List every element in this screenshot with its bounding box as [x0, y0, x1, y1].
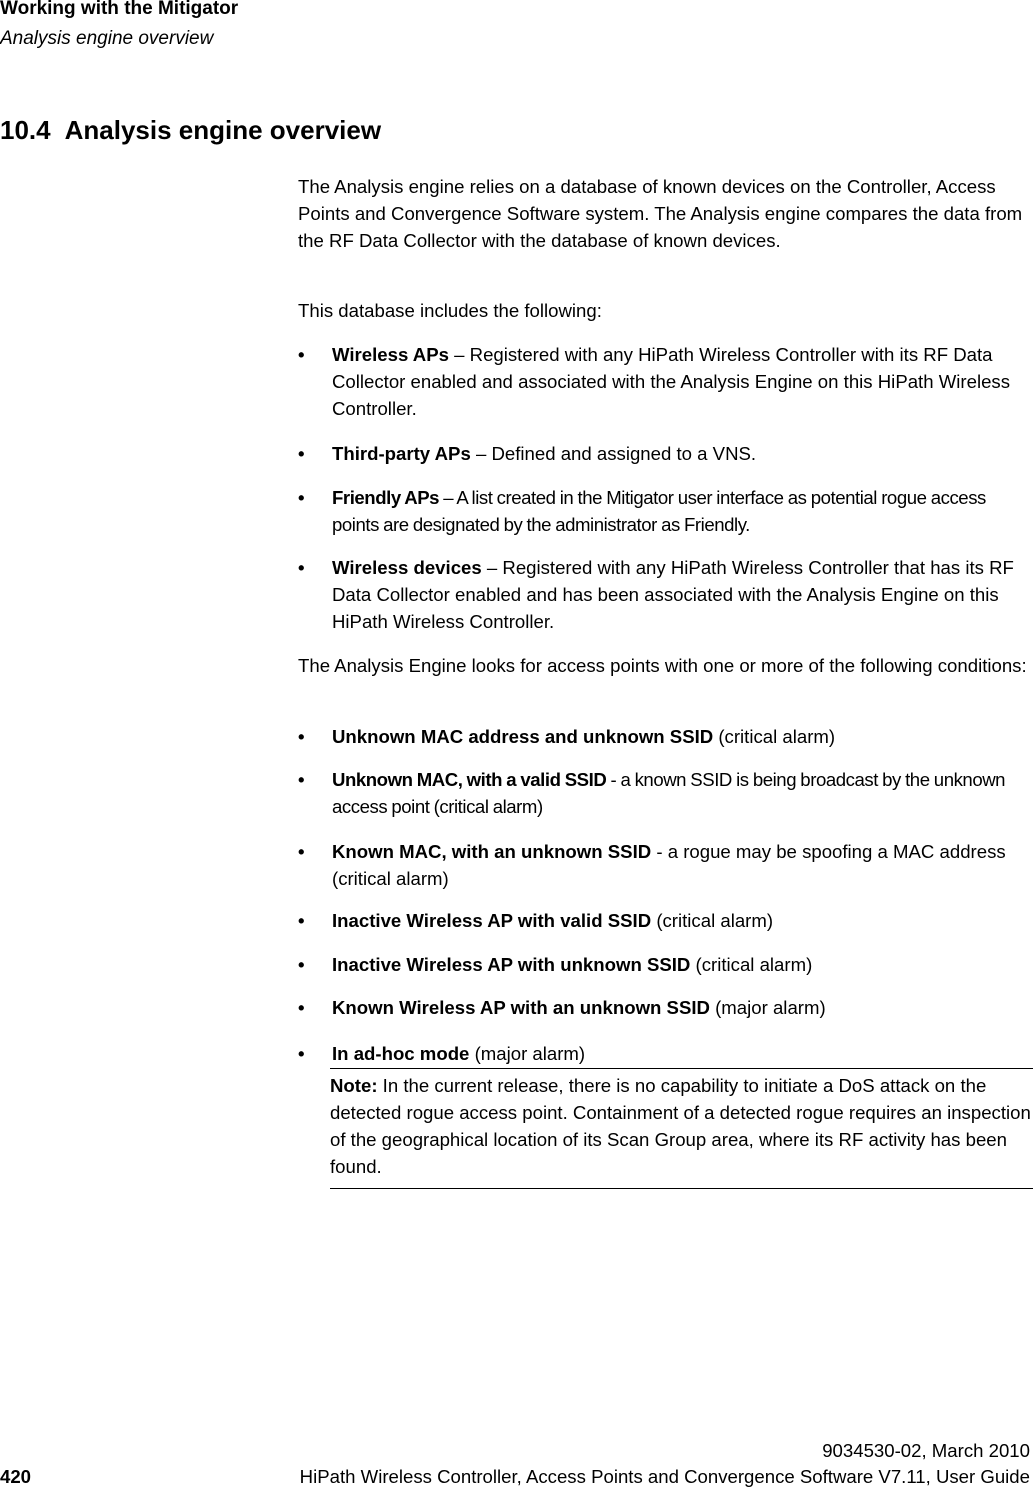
list-item-term: In ad-hoc mode: [332, 1043, 470, 1064]
list-item-term: Known Wireless AP with an unknown SSID: [332, 997, 710, 1018]
bullet-icon: •: [298, 954, 305, 975]
list-item-term: Friendly APs: [332, 487, 440, 508]
note-text: In the current release, there is no capability to initiate a DoS attack on the detected rogue access point. Containment of a detected rogue requires an inspection of the geographical location of its Scan Group area, where its RF activity has been found.: [330, 1075, 1031, 1177]
header-section-title: Analysis engine overview: [0, 28, 214, 49]
section-title: Analysis engine overview: [64, 115, 382, 145]
bullet-icon: •: [298, 1043, 305, 1064]
bullet-icon: •: [298, 769, 305, 790]
section-number: 10.4: [0, 115, 51, 145]
list-item-text: (critical alarm): [651, 910, 774, 931]
list-item-text: (major alarm): [709, 997, 826, 1018]
list-item-text: (critical alarm): [690, 954, 813, 975]
list-item-text: – Registered with any HiPath Wireless Controller with its RF Data Collector enabled and associated with the Analysis Engine on this HiPath Wireless Controller.: [332, 344, 1011, 419]
bullet-icon: •: [298, 841, 305, 862]
section-heading: [0, 114, 381, 146]
bullet-icon: •: [298, 910, 305, 931]
list-item-term: Unknown MAC, with a valid SSID: [332, 769, 607, 790]
bullet-icon: •: [298, 557, 305, 578]
intro-paragraph: The Analysis engine relies on a database of known devices on the Controller, Access Points and Convergence Software system. The Analysis engine compares the data from the RF Data Collector with the database of known devices.: [298, 176, 1023, 251]
list-item-term: Known MAC, with an unknown SSID: [332, 841, 652, 862]
bullet-icon: •: [298, 997, 305, 1018]
conditions-intro: The Analysis Engine looks for access points with one or more of the following conditions:: [298, 655, 1027, 676]
list-item-term: Wireless APs: [332, 344, 449, 365]
list-item-term: Wireless devices: [332, 557, 482, 578]
footer-doc-id: 9034530-02, March 2010: [822, 1440, 1030, 1461]
footer-page-number: 420: [0, 1466, 32, 1487]
list-item-text: – Registered with any HiPath Wireless Controller that has its RF Data Collector enabled and has been associated with the Analysis Engine on this HiPath Wireless Controller.: [332, 557, 1014, 632]
bullet-icon: •: [298, 726, 305, 747]
list-item-text: – A list created in the Mitigator user interface as potential rogue access points are designated by the administrator as Friendly.: [332, 487, 986, 535]
list-item-text: (critical alarm): [713, 726, 836, 747]
note-box: [330, 1068, 1033, 1189]
list-item-term: Third-party APs: [332, 443, 471, 464]
list-item-text: – Defined and assigned to a VNS.: [470, 443, 757, 464]
bullet-icon: •: [298, 443, 305, 464]
list-item-term: Inactive Wireless AP with valid SSID: [332, 910, 652, 931]
header-chapter-title: Working with the Mitigator: [0, 0, 239, 19]
bullet-icon: •: [298, 487, 305, 508]
list-item-text: - a known SSID is being broadcast by the unknown access point (critical alarm): [332, 769, 1006, 817]
database-intro: This database includes the following:: [298, 300, 602, 321]
list-item-text: (major alarm): [469, 1043, 586, 1064]
bullet-icon: •: [298, 344, 305, 365]
note-label: Note:: [330, 1075, 378, 1096]
list-item-term: Inactive Wireless AP with unknown SSID: [332, 954, 691, 975]
list-item-text: - a rogue may be spoofing a MAC address (critical alarm): [332, 841, 1006, 889]
list-item-term: Unknown MAC address and unknown SSID: [332, 726, 714, 747]
footer-doc-title: HiPath Wireless Controller, Access Points and Convergence Software V7.11, User Guide: [299, 1466, 1030, 1487]
